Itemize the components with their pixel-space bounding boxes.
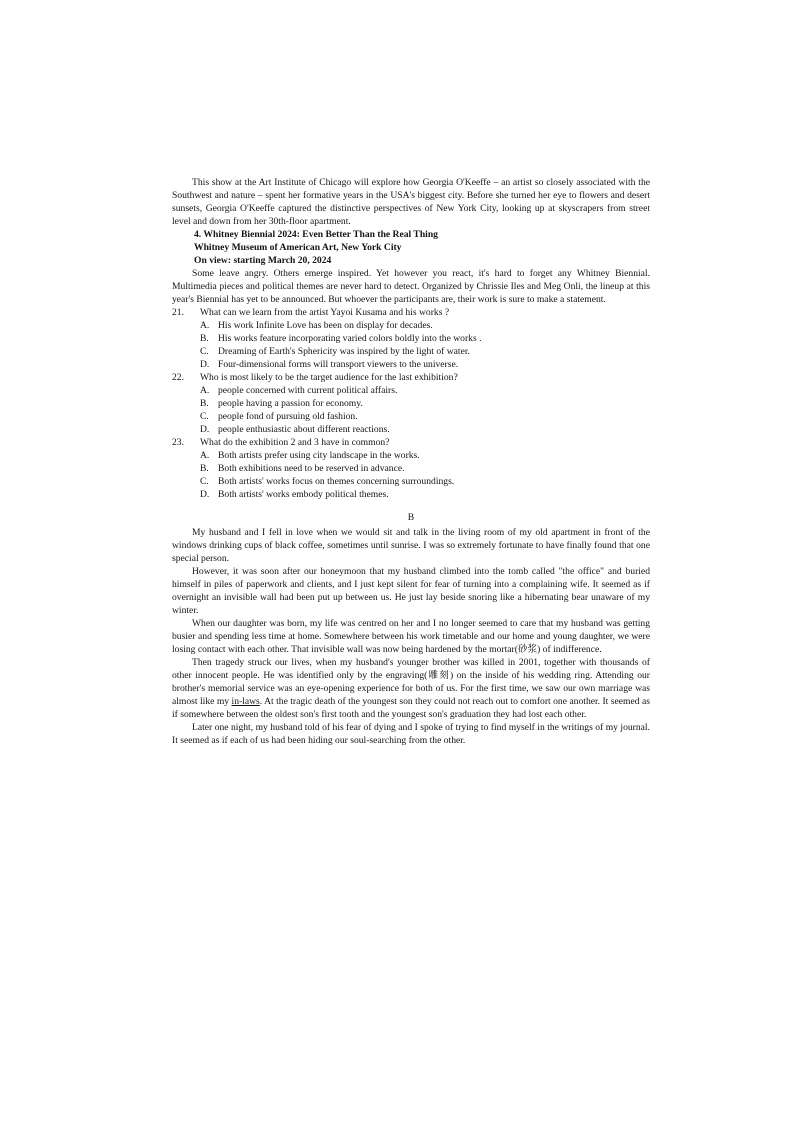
option-a[interactable]: [172, 319, 650, 332]
intro-paragraph: This show at the Art Institute of Chicago will explore how Georgia O'Keeffe – an artist so closely associated with the Southwest and nature – spent her formative years in the USA's biggest city. Before she turned her eye to flowers and desert sunsets, Georgia O'Keeffe captured the distinctive perspectives of New York City, looking up at skyscrapers from street level and down from her 30th-floor apartment.: [172, 177, 650, 227]
option-c[interactable]: [172, 475, 650, 488]
option-text: Both artists prefer using city landscape in the works.: [218, 450, 420, 461]
option-text: people concerned with current political affairs.: [218, 385, 398, 396]
option-letter: B.: [200, 463, 209, 474]
question-text: Who is most likely to be the target audience for the last exhibition?: [200, 372, 458, 383]
option-text: Both artists' works focus on themes concerning surroundings.: [218, 476, 455, 487]
paragraph-4-text-before: Then tragedy struck our lives, when my husband's younger brother was killed in 2001, together with thousands of other innocent people. He was identified only by the engraving(雕刻) on the inside of his wedding ring. Attending our brother's memorial service was an eye-opening experience for both of us. For the first time, we saw our own marriage was almost like my: [172, 657, 650, 707]
question-text: What can we learn from the artist Yayoi Kusama and his works ?: [200, 307, 450, 318]
option-letter: A.: [200, 320, 210, 331]
option-letter: B.: [200, 333, 209, 344]
option-letter: D.: [200, 359, 210, 370]
question-22: [172, 371, 650, 436]
option-d[interactable]: [172, 423, 650, 436]
option-letter: A.: [200, 385, 210, 396]
exhibit-description: Some leave angry. Others emerge inspired. Yet however you react, it's hard to forget any Whitney Biennial. Multimedia pieces and political themes are never hard to detect. Organized by Chrissie Iles and Meg Onli, the lineup at this year's Biennial has yet to be announced. But whoever the participants are, their work is sure to make a statement.: [172, 268, 650, 305]
question-23: [172, 436, 650, 501]
question-number: 22.: [172, 372, 184, 383]
option-text: His works feature incorporating varied colors boldly into the works .: [218, 333, 482, 344]
passage-paragraph-1: My husband and I fell in love when we would sit and talk in the living room of my old apartment in front of the windows drinking cups of black coffee, sometimes until sunrise. I was so extremely fortunate to have finally found that one special person.: [172, 527, 650, 564]
question-text: What do the exhibition 2 and 3 have in common?: [200, 437, 390, 448]
option-d[interactable]: [172, 358, 650, 371]
exam-page: [172, 176, 650, 747]
option-text: Four-dimensional forms will transport viewers to the universe.: [218, 359, 459, 370]
option-text: Dreaming of Earth's Sphericity was inspired by the light of water.: [218, 346, 470, 357]
option-c[interactable]: [172, 345, 650, 358]
question-number: 23.: [172, 437, 184, 448]
underlined-word: in-laws: [231, 696, 260, 707]
option-letter: B.: [200, 398, 209, 409]
passage-paragraph-3: When our daughter was born, my life was centred on her and I no longer seemed to care that my husband was getting busier and spending less time at home. Somewhere between his work timetable and our home and young daughter, we were losing contact with each other. That invisible wall was now being hardened by the mortar(砂浆) of indifference.: [172, 618, 650, 655]
option-text: people fond of pursuing old fashion.: [218, 411, 358, 422]
option-text: people having a passion for economy.: [218, 398, 363, 409]
passage-paragraph-4: [172, 656, 650, 721]
exhibit-dates: On view: starting March 20, 2024: [194, 255, 332, 266]
option-text: people enthusiastic about different reactions.: [218, 424, 390, 435]
option-b[interactable]: [172, 332, 650, 345]
question-21: [172, 306, 650, 371]
question-number: 21.: [172, 307, 184, 318]
section-b-heading: B: [407, 512, 415, 523]
option-a[interactable]: [172, 384, 650, 397]
exhibit-title: 4. Whitney Biennial 2024: Even Better Than the Real Thing: [194, 229, 438, 240]
option-b[interactable]: [172, 462, 650, 475]
option-letter: D.: [200, 489, 210, 500]
exhibit-venue: Whitney Museum of American Art, New York City: [194, 242, 402, 253]
option-d[interactable]: [172, 488, 650, 501]
passage-paragraph-5: Later one night, my husband told of his fear of dying and I spoke of trying to find myself in the writings of my journal. It seemed as if each of us had been hiding our soul-searching from the other.: [172, 722, 650, 746]
option-c[interactable]: [172, 410, 650, 423]
option-text: His work Infinite Love has been on display for decades.: [218, 320, 433, 331]
option-text: Both artists' works embody political themes.: [218, 489, 389, 500]
option-letter: C.: [200, 346, 209, 357]
paragraph-4-text-after: . At the tragic death of the youngest son they could not reach out to comfort one another. It seemed as if somewhere between the oldest son's first tooth and the youngest son's graduation they had lost each other.: [172, 696, 650, 720]
option-letter: C.: [200, 476, 209, 487]
option-letter: C.: [200, 411, 209, 422]
option-a[interactable]: [172, 449, 650, 462]
option-letter: A.: [200, 450, 210, 461]
option-text: Both exhibitions need to be reserved in advance.: [218, 463, 405, 474]
option-b[interactable]: [172, 397, 650, 410]
passage-paragraph-2: However, it was soon after our honeymoon that my husband climbed into the tomb called "the office" and buried himself in piles of paperwork and clients, and I just kept silent for fear of turning into a complaining wife. It seemed as if overnight an invisible wall had been put up between us. He just lay beside snoring like a hibernating bear unaware of my winter.: [172, 566, 650, 616]
option-letter: D.: [200, 424, 210, 435]
